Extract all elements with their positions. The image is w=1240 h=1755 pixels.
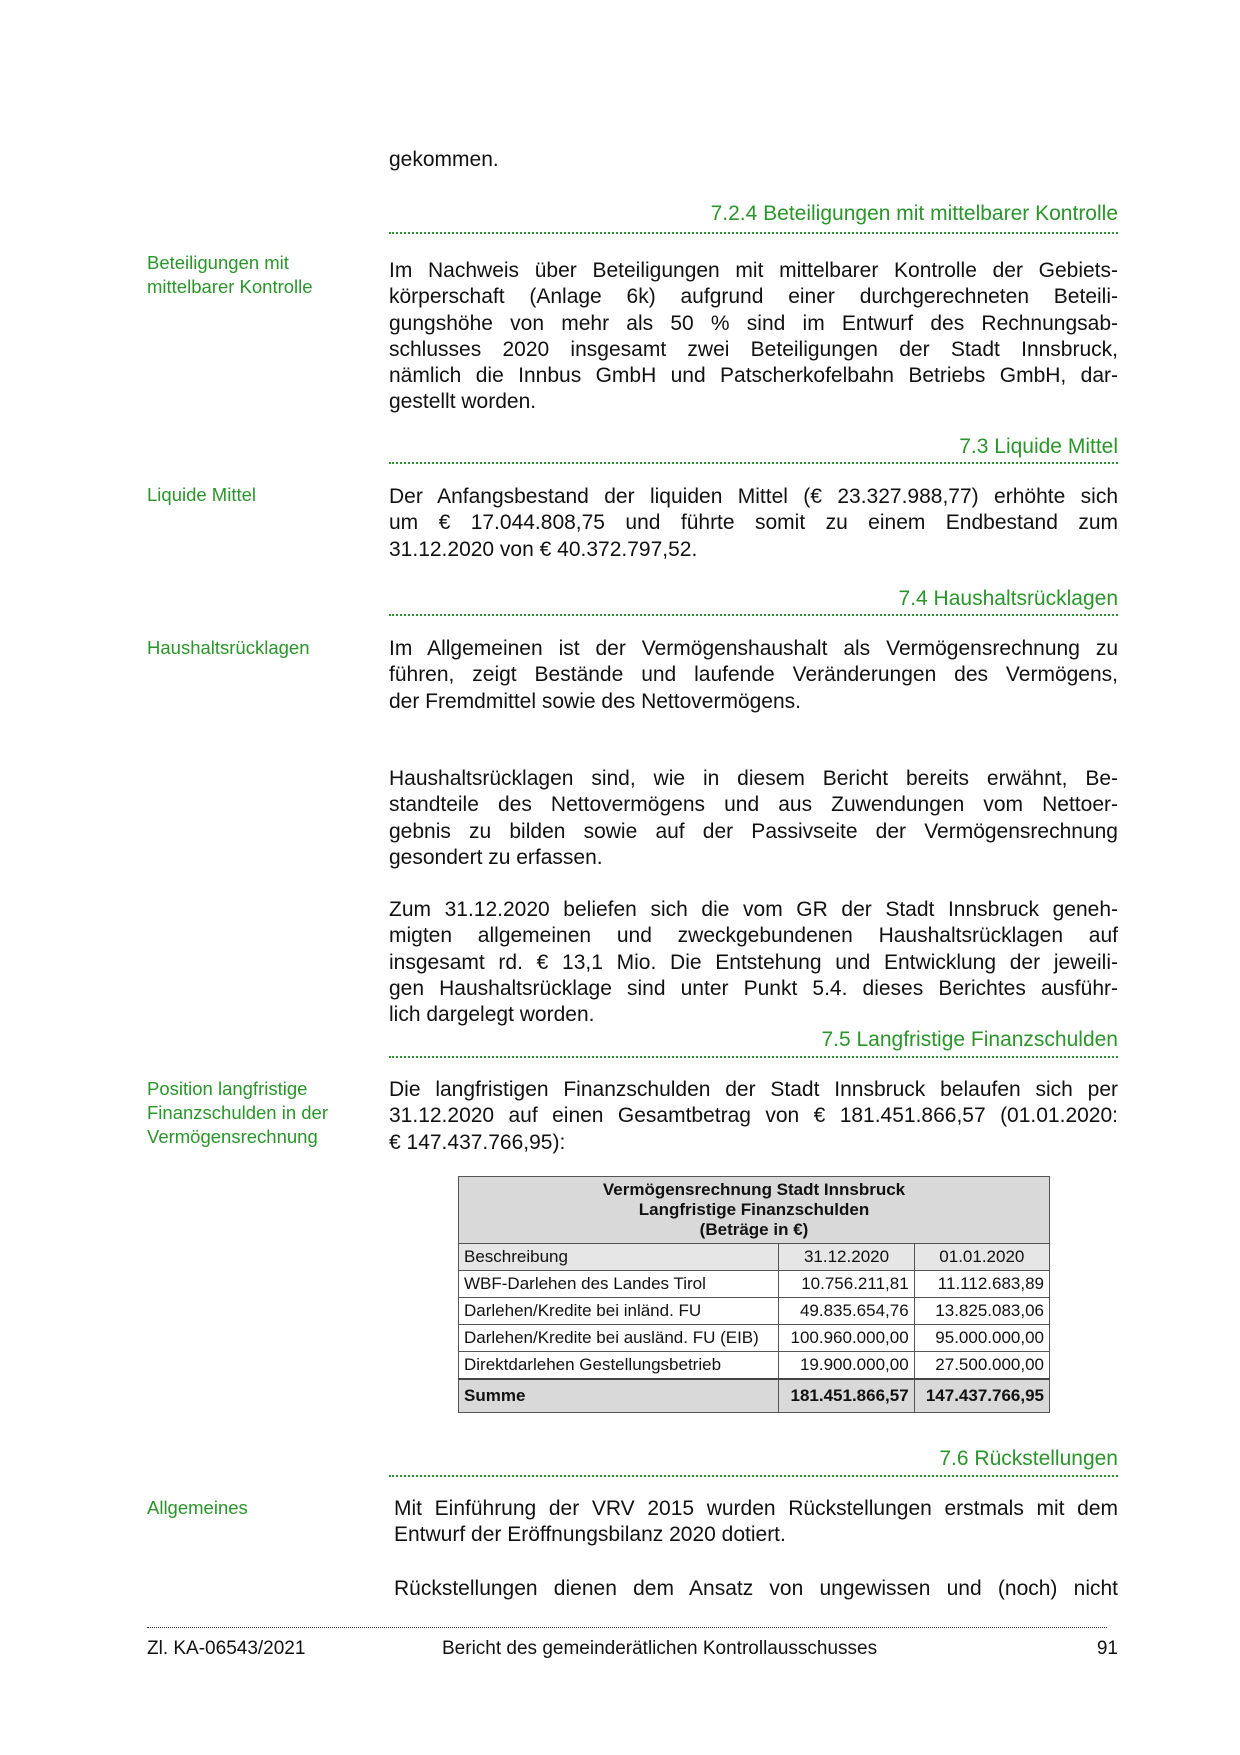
page-number: 91: [1096, 1638, 1118, 1659]
text-line: Rückstellungen dienen dem Ansatz von ungewissen und (noch) nicht: [394, 1577, 1118, 1600]
table-cell: 13.825.083,06: [914, 1298, 1049, 1325]
margin-note-line: Position langfristige: [147, 1078, 308, 1099]
text-line: führen, zeigt Bestände und laufende Veränderungen des Vermögens,: [389, 663, 1118, 687]
text-line: schlusses 2020 insgesamt zwei Beteiligungen der Stadt Innsbruck,: [389, 337, 1118, 361]
table-sum-row: [459, 1379, 1050, 1413]
table-row: [459, 1352, 1050, 1380]
text-line: körperschaft (Anlage 6k) aufgrund einer durchgerechneten Beteili-: [389, 285, 1118, 309]
paragraph: [394, 1496, 1118, 1549]
margin-note-line: Beteiligungen mit: [147, 252, 289, 273]
column-header: Beschreibung: [459, 1244, 779, 1271]
margin-note-line: Haushaltsrücklagen: [147, 637, 310, 658]
paragraph: [394, 1576, 1118, 1602]
column-header: 31.12.2020: [779, 1244, 914, 1271]
text-line: der Fremdmittel sowie des Nettovermögens.: [389, 689, 801, 713]
table-title-line: Vermögensrechnung Stadt Innsbruck: [602, 1180, 906, 1199]
text-line: lich dargelegt worden.: [389, 1003, 595, 1027]
section-heading: 7.4 Haushaltsrücklagen: [898, 587, 1118, 610]
margin-note-line: Allgemeines: [147, 1497, 248, 1518]
footer-title: Bericht des gemeinderätlichen Kontrollausschusses: [442, 1638, 878, 1659]
table-cell: 147.437.766,95: [914, 1379, 1049, 1413]
text-line: standteile des Nettovermögens und aus Zuwendungen vom Nettoer-: [389, 793, 1118, 817]
table-cell: Darlehen/Kredite bei ausländ. FU (EIB): [459, 1325, 779, 1352]
paragraph: [389, 484, 1118, 563]
table-header-row: [459, 1244, 1050, 1271]
table-cell: 11.112.683,89: [914, 1271, 1049, 1298]
margin-note-line: Finanzschulden in der: [147, 1102, 328, 1123]
margin-note-line: mittelbarer Kontrolle: [147, 276, 313, 297]
text-line: um € 17.044.808,75 und führte somit zu einem Endbestand zum: [389, 511, 1118, 535]
margin-note: [147, 636, 367, 660]
intro-line: gekommen.: [389, 148, 499, 171]
table-row: [459, 1298, 1050, 1325]
table-cell: 10.756.211,81: [779, 1271, 914, 1298]
text-line: € 147.437.766,95):: [389, 1130, 566, 1154]
section-heading: 7.2.4 Beteiligungen mit mittelbarer Kontrolle: [710, 202, 1118, 225]
margin-note: [147, 1077, 367, 1149]
text-line: gesondert zu erfassen.: [389, 845, 603, 869]
section-heading: 7.5 Langfristige Finanzschulden: [821, 1028, 1118, 1051]
text-line: Im Allgemeinen ist der Vermögenshaushalt als Vermögensrechnung zu: [389, 637, 1118, 660]
section-heading: 7.6 Rückstellungen: [939, 1447, 1118, 1470]
footer-divider: [147, 1627, 1107, 1628]
margin-note: [147, 1496, 367, 1520]
column-header: 01.01.2020: [914, 1244, 1049, 1271]
heading-divider: [389, 462, 1118, 464]
heading-divider: [389, 614, 1118, 616]
section-heading: 7.3 Liquide Mittel: [959, 435, 1118, 458]
heading-divider: [389, 232, 1118, 234]
text-line: Die langfristigen Finanzschulden der Stadt Innsbruck belaufen sich per: [389, 1078, 1118, 1101]
paragraph: [389, 766, 1118, 871]
margin-note: [147, 251, 367, 299]
paragraph: [389, 258, 1118, 416]
table-cell: Direktdarlehen Gestellungsbetrieb: [459, 1352, 779, 1380]
text-line: insgesamt rd. € 13,1 Mio. Die Entstehung und Entwicklung der jeweili-: [389, 950, 1118, 974]
margin-note: [147, 483, 367, 507]
margin-note-line: Liquide Mittel: [147, 484, 257, 505]
text-line: Zum 31.12.2020 beliefen sich die vom GR der Stadt Innsbruck geneh-: [389, 898, 1118, 921]
table-cell: 27.500.000,00: [914, 1352, 1049, 1380]
text-line: gestellt worden.: [389, 390, 537, 414]
text-line: gebnis zu bilden sowie auf der Passivseite der Vermögensrechnung: [389, 819, 1118, 843]
text-line: 31.12.2020 von € 40.372.797,52.: [389, 537, 698, 561]
paragraph: [389, 1077, 1118, 1156]
paragraph: [389, 636, 1118, 715]
table-title-line: Langfristige Finanzschulden: [638, 1200, 870, 1219]
table-title-line: (Beträge in €): [699, 1220, 809, 1239]
text-line: Entwurf der Eröffnungsbilanz 2020 dotiert.: [394, 1523, 786, 1547]
table-title: [459, 1177, 1050, 1244]
table-row: [459, 1325, 1050, 1352]
heading-divider: [389, 1475, 1118, 1477]
table-cell: 19.900.000,00: [779, 1352, 914, 1380]
text-line: Der Anfangsbestand der liquiden Mittel (€ 23.327.988,77) erhöhte sich: [389, 485, 1118, 508]
text-line: Haushaltsrücklagen sind, wie in diesem Bericht bereits erwähnt, Be-: [389, 767, 1118, 790]
finanzschulden-table: [458, 1176, 1050, 1413]
table-cell: 100.960.000,00: [779, 1325, 914, 1352]
table-cell: WBF-Darlehen des Landes Tirol: [459, 1271, 779, 1298]
text-line: Mit Einführung der VRV 2015 wurden Rückstellungen erstmals mit dem: [394, 1497, 1118, 1520]
text-line: migten allgemeinen und zweckgebundenen Haushaltsrücklagen auf: [389, 924, 1118, 948]
table-cell: Darlehen/Kredite bei inländ. FU: [459, 1298, 779, 1325]
table-cell: 181.451.866,57: [779, 1379, 914, 1413]
text-line: gen Haushaltsrücklage sind unter Punkt 5.4. dieses Berichtes ausführ-: [389, 976, 1118, 1000]
text-line: nämlich die Innbus GmbH und Patscherkofelbahn Betriebs GmbH, dar-: [389, 364, 1118, 388]
table-cell: 95.000.000,00: [914, 1325, 1049, 1352]
heading-divider: [389, 1056, 1118, 1058]
paragraph: [389, 897, 1118, 1028]
margin-note-line: Vermögensrechnung: [147, 1126, 318, 1147]
table-row: [459, 1271, 1050, 1298]
footer-reference: Zl. KA-06543/2021: [147, 1638, 306, 1659]
table-cell: Summe: [459, 1379, 779, 1413]
text-line: 31.12.2020 auf einen Gesamtbetrag von € 181.451.866,57 (01.01.2020:: [389, 1104, 1118, 1128]
table-cell: 49.835.654,76: [779, 1298, 914, 1325]
text-line: Im Nachweis über Beteiligungen mit mittelbarer Kontrolle der Gebiets-: [389, 259, 1118, 282]
text-line: gungshöhe von mehr als 50 % sind im Entwurf des Rechnungsab-: [389, 311, 1118, 335]
